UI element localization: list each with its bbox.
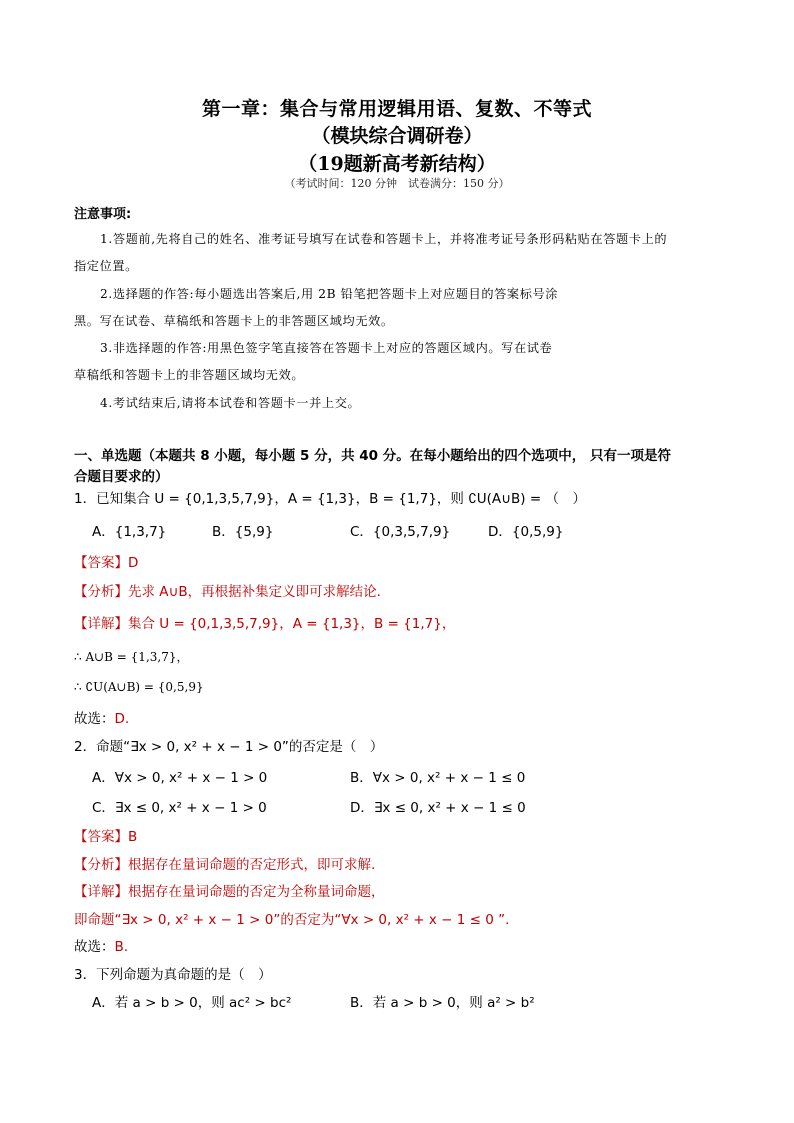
question-2-option-b: B．∀x > 0, x² + x − 1 ≤ 0 bbox=[350, 770, 526, 786]
question-1-answer bbox=[74, 551, 138, 571]
question-3-stem: 3．下列命题为真命题的是（ ） bbox=[74, 967, 272, 983]
analysis-tag: 【分析】 bbox=[74, 584, 128, 600]
question-2-answer bbox=[74, 825, 137, 845]
conclusion-value: D. bbox=[114, 711, 130, 727]
detail-text: 根据存在量词命题的否定为全称量词命题， bbox=[128, 884, 385, 900]
answer-value: B bbox=[128, 829, 138, 845]
question-1-detail bbox=[74, 612, 455, 632]
answer-value: D bbox=[128, 555, 139, 571]
notice-item-3b: 草稿纸和答题卡上的非答题区域均无效。 bbox=[74, 368, 305, 382]
conclusion-value: B. bbox=[114, 939, 129, 955]
question-2-option-d: D．∃x ≤ 0, x² + x − 1 ≤ 0 bbox=[350, 800, 526, 816]
notice-item-1b: 指定位置。 bbox=[74, 259, 138, 273]
question-1-analysis bbox=[74, 580, 381, 600]
notice-item-4: 4.考试结束后,请将本试卷和答题卡一并上交。 bbox=[100, 396, 361, 410]
conclusion-label: 故选： bbox=[74, 711, 115, 727]
page-title: 第一章：集合与常用逻辑用语、复数、不等式 bbox=[201, 98, 592, 120]
question-2-analysis bbox=[74, 853, 375, 873]
answer-tag: 【答案】 bbox=[74, 829, 128, 845]
page-subtitle-structure: （19题新高考新结构） bbox=[298, 153, 496, 175]
question-3-option-b: B．若 a > b > 0，则 a² > b² bbox=[350, 995, 535, 1011]
question-1-stem: 1．已知集合 U = {0,1,3,5,7,9}，A = {1,3}，B = {1,7}，则 ∁U(A∪B) = （ ） bbox=[74, 491, 586, 507]
conclusion-label: 故选： bbox=[74, 939, 115, 955]
exam-info: （考试时间：120 分钟 试卷满分：150 分） bbox=[284, 177, 510, 190]
notice-item-3a: 3.非选择题的作答:用黑色签字笔直接答在答题卡上对应的答题区域内。写在试卷 bbox=[100, 341, 553, 355]
notice-item-2a: 2.选择题的作答:每小题选出答案后,用 2B 铅笔把答题卡上对应题目的答案标号涂 bbox=[100, 287, 559, 301]
analysis-tag: 【分析】 bbox=[74, 857, 128, 873]
answer-tag: 【答案】 bbox=[74, 555, 128, 571]
section-heading-a: 一、单选题（本题共 8 小题，每小题 5 分，共 40 分。在每小题给出的四个选项中， 只有一项是符 bbox=[74, 448, 671, 464]
question-1-option-a: A．{1,3,7} bbox=[92, 524, 167, 540]
question-2-option-a: A．∀x > 0, x² + x − 1 > 0 bbox=[92, 770, 268, 786]
page-subtitle: （模块综合调研卷） bbox=[311, 125, 483, 147]
question-1-step-2: ∴ ∁U(A∪B) = {0,5,9} bbox=[74, 680, 204, 694]
question-2-option-c: C．∃x ≤ 0, x² + x − 1 > 0 bbox=[92, 800, 267, 816]
question-3-option-a: A．若 a > b > 0，则 ac² > bc² bbox=[92, 995, 292, 1011]
question-1-option-c: C．{0,3,5,7,9} bbox=[350, 524, 451, 540]
notice-item-1a: 1.答题前,先将自己的姓名、准考证号填写在试卷和答题卡上，并将准考证号条形码粘贴在答题卡上的 bbox=[100, 232, 668, 246]
detail-tag: 【详解】 bbox=[74, 884, 128, 900]
notice-item-2b: 黑。写在试卷、草稿纸和答题卡上的非答题区域均无效。 bbox=[74, 314, 394, 328]
question-2-conclusion bbox=[74, 935, 128, 955]
detail-text: 集合 U = {0,1,3,5,7,9}，A = {1,3}，B = {1,7}， bbox=[128, 616, 456, 632]
question-1-option-b: B．{5,9} bbox=[212, 524, 274, 540]
question-2-detail bbox=[74, 880, 385, 900]
question-2-stem: 2．命题“∃x > 0, x² + x − 1 > 0”的否定是（ ） bbox=[74, 739, 384, 755]
question-2-detail-2: 即命题“∃x > 0, x² + x − 1 > 0”的否定为“∀x > 0, x² + x − 1 ≤ 0 ”. bbox=[74, 912, 510, 928]
question-1-conclusion bbox=[74, 707, 129, 727]
section-heading-b: 合题目要求的） bbox=[74, 469, 169, 485]
detail-tag: 【详解】 bbox=[74, 616, 128, 632]
notice-heading: 注意事项: bbox=[74, 207, 132, 222]
question-1-option-d: D．{0,5,9} bbox=[488, 524, 564, 540]
analysis-text: 根据存在量词命题的否定形式，即可求解. bbox=[128, 857, 376, 873]
question-1-step-1: ∴ A∪B = {1,3,7}， bbox=[74, 650, 189, 664]
analysis-text: 先求 A∪B，再根据补集定义即可求解结论. bbox=[128, 584, 381, 600]
